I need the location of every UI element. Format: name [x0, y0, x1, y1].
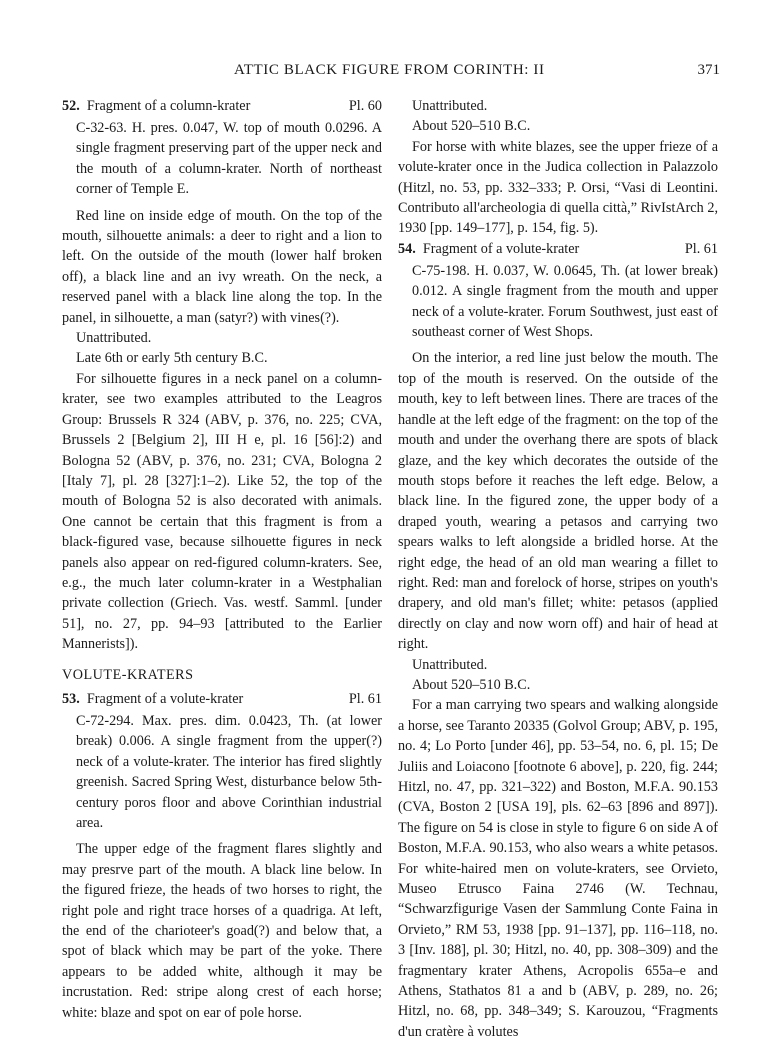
plate-reference: Pl. 61	[348, 690, 382, 707]
entry-54-heading	[398, 239, 718, 260]
entry-53-description: C-72-294. Max. pres. dim. 0.0423, Th. (at lower break) 0.006. A single fragment from the upper(?) neck of a volute-krater. The interior has fired slightly greenish. Sacred Spring West, disturbance below 5th-century poros floor and above Corinthian industrial area.	[76, 712, 382, 831]
plate-reference: Pl. 60	[348, 98, 382, 114]
entry-52-paragraph-1: Red line on inside edge of mouth. On the top of the mouth, silhouette animals: a deer to right and a lion to left. On the outside of the mouth (lower half broken off), a black line and an ivy wreath. On the neck, a reserved panel with a black line along the top. In the panel, in silhouette, a man (satyr?) with vines(?).	[62, 207, 382, 326]
entry-53-attribution: Unattributed.	[412, 98, 488, 114]
entry-number: 54.	[398, 240, 416, 257]
running-title: ATTIC BLACK FIGURE FROM CORINTH: II	[234, 62, 545, 78]
entry-53-heading	[62, 689, 382, 710]
entry-title: Fragment of a volute-krater	[422, 240, 580, 257]
entry-54-paragraph-1: On the interior, a red line just below the mouth. The top of the mouth is reserved. On the outside of the mouth, key to left between lines. There are traces of the handle at the left edge of the fragment: on the top of the mouth and under the overhang there are spots of black glaze, and the key which decorates the outside of the mouth stops before it reaches the left edge. Below, a black line. In the figured zone, the upper body of a draped youth, wearing a petasos and carrying two spears walks to left alongside a bridled horse. At the right edge, the head of an old man wearing a fillet to right. Red: man and forelock of horse, stripes on youth's drapery, and old man's fillet; white: petasos (applied directly on clay and now worn off) and hair of head at right.	[398, 350, 718, 653]
entry-54-paragraph-2: For a man carrying two spears and walking alongside a horse, see Taranto 20335 (Golvol Group; ABV, p. 195, no. 4; Lo Porto [under 46], pp. 53–54, no. 6, pl. 15; De Juliis and Loiacono [footnote 6 above], p. 220, fig. 244; Hitzl, no. 47, pp. 321–322) and Boston, M.F.A. 90.153 (CVA, Boston 2 [USA 19], pls. 62–63 [896 and 897]). The figure on 54 is close in style to figure 6 on side A of Boston, M.F.A. 90.153, who also wears a white petasos. For white-haired men on volute-kraters, see Orvieto, Museo Etrusco Faina 2746 (W. Technau, “Schwarzfigurige Vasen der Sammlung Conte Faina in Orvieto,” RM 53, 1938 [pp. 91–137], pp. 116–118, no. 3 [Inv. 188], pl. 30; Hitzl, no. 40, pp. 308–309) and the fragmentary krater Athens, Acropolis 655a–e and Athens, Stathatos 81 a and b (ABV, p. 289, no. 26; Hitzl, no. 68, pp. 348–349; S. Karouzou, “Fragments d'un cratère à volutes	[398, 697, 718, 1040]
entry-52-heading	[62, 96, 382, 117]
entry-52-description: C-32-63. H. pres. 0.047, W. top of mouth 0.0296. A single fragment preserving part of the upper neck and the mouth of a column-krater. North of northeast corner of Temple E.	[76, 120, 382, 198]
entry-54-attribution: Unattributed.	[412, 656, 488, 673]
entry-number: 52.	[62, 98, 80, 114]
entry-title: Fragment of a volute-krater	[86, 690, 244, 707]
entry-52-paragraph-2: For silhouette figures in a neck panel on a column-krater, see two examples attributed to the Leagros Group: Brussels R 324 (ABV, p. 376, no. 225; CVA, Brussels 2 [Belgium 2], III H e, pl. 16 [56]:2) and Bologna 52 (ABV, p. 376, no. 231; CVA, Bologna 2 [Italy 7], pl. 28 [327]:1–2). Like 52, the top of the mouth of Bologna 52 is also decorated with animals. One cannot be certain that this fragment is from a black-figured vase, because silhouette figures in neck panels also appear on red-figured column-kraters. See, e.g., the much later column-krater in a Westphalian private collection (Griech. Vas. westf. Samml. [under 51], no. 27, pp. 94–93 [attributed to the Earlier Mannerists]).	[62, 370, 382, 653]
left-column	[62, 96, 382, 1023]
entry-53-date: About 520–510 B.C.	[412, 118, 531, 135]
right-column	[398, 96, 718, 1042]
entry-52-attribution: Unattributed.	[76, 330, 152, 347]
plate-reference: Pl. 61	[684, 240, 718, 257]
entry-54-description: C-75-198. H. 0.037, W. 0.0645, Th. (at lower break) 0.012. A single fragment from the mouth and upper neck of a volute-krater. Forum Southwest, just east of southeast corner of West Shops.	[412, 262, 718, 341]
entry-52-date: Late 6th or early 5th century B.C.	[76, 350, 268, 367]
section-heading: VOLUTE-KRATERS	[62, 666, 194, 683]
entry-53-paragraph-2: For horse with white blazes, see the upper frieze of a volute-krater once in the Judica collection in Palazzolo (Hitzl, no. 53, pp. 332–333; P. Orsi, “Vasi di Leontini. Contributo all'archeologia di quella città,” RivIstArch 2, 1930 [pp. 149–177], p. 154, fig. 5).	[398, 138, 718, 237]
entry-53-paragraph-1: The upper edge of the fragment flares slightly and may presrve part of the mouth. A black line below. In the figured frieze, the heads of two horses to right, the right pole and right trace horses of a quadriga. At left, the end of the charioteer's goad(?) and below that, a spot of black which may be part of the yoke. There appears to be added white, although it may be incrustation. Red: stripe along crest of each horse; white: blaze and spot on ear of pole horse.	[62, 841, 382, 1021]
entry-54-date: About 520–510 B.C.	[412, 676, 531, 693]
entry-title: Fragment of a column-krater	[86, 98, 251, 114]
running-header	[62, 62, 720, 84]
entry-number: 53.	[62, 690, 80, 707]
page-number: 371	[697, 62, 720, 78]
